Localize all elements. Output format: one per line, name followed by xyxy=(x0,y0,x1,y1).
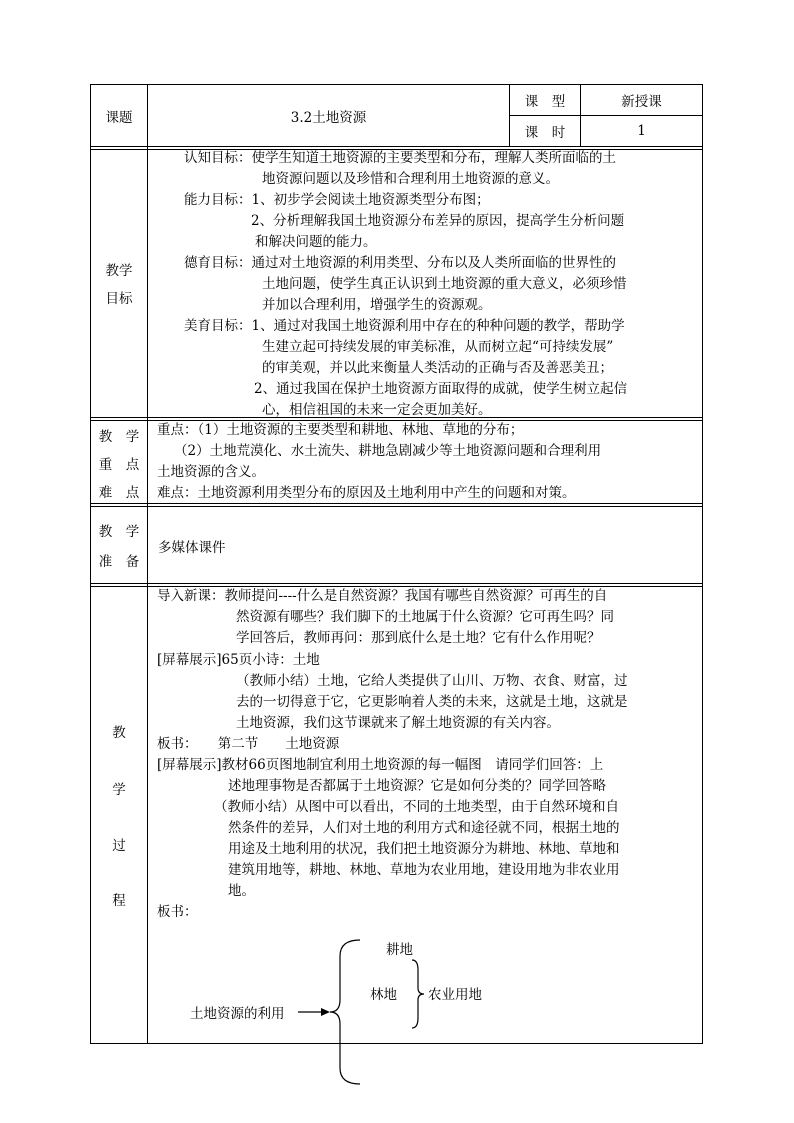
lesson-type-value: 新授课 xyxy=(621,94,662,110)
keypoints-line: 难点：土地资源利用类型分布的原因及土地利用中产生的问题和对策。 xyxy=(157,485,576,501)
diagram-large-brace xyxy=(330,940,360,1084)
objectives-line: 的审美观，并以此来衡量人类活动的正确与否及善恶美丑； xyxy=(262,360,613,376)
row-sep-4a xyxy=(90,583,703,584)
process-line: [屏幕展示]65页小诗：土地 xyxy=(157,652,320,668)
keypoints-line: 土地资源的含义。 xyxy=(157,464,265,480)
process-line: 然条件的差异，人们对土地的利用方式和途径就不同，根据土地的 xyxy=(228,820,620,836)
lesson-type-label: 课 型 xyxy=(524,94,566,110)
prep-label-1: 教 学 xyxy=(98,524,140,540)
diagram-group-agri: 农业用地 xyxy=(428,987,482,1003)
table-border-right xyxy=(702,84,703,1044)
row-sep-3a xyxy=(90,503,703,504)
keypoints-label-2: 重 点 xyxy=(98,457,140,473)
objectives-label-1: 教学 xyxy=(105,263,133,279)
diagram-item-farmland: 耕地 xyxy=(386,942,413,958)
objectives-line: 美育目标：1、通过对我国土地资源利用中存在的种种问题的教学，帮助学 xyxy=(184,318,625,334)
prep-text: 多媒体课件 xyxy=(158,540,226,556)
process-line: （教师小结）土地，它给人类提供了山川、万物、衣食、财富，过 xyxy=(236,673,628,689)
process-label-1: 教 xyxy=(112,725,126,741)
diagram-small-bracket xyxy=(412,960,424,1028)
lesson-hours-value: 1 xyxy=(637,123,646,139)
process-line: 建筑用地等，耕地、林地、草地为农业用地，建设用地为非农业用 xyxy=(228,862,620,878)
prep-label-2: 准 备 xyxy=(98,554,140,570)
objectives-line: 并加以合理利用，增强学生的资源观。 xyxy=(262,297,492,313)
process-label-4: 程 xyxy=(112,893,126,909)
process-line: 述地理事物是否都属于土地资源？它是如何分类的？同学回答略 xyxy=(228,778,606,794)
process-line: 然资源有哪些？我们脚下的土地属于什么资源？它可再生吗？同 xyxy=(236,609,614,625)
objectives-line: 认知目标：使学生知道土地资源的主要类型和分布，理解人类所面临的土 xyxy=(184,150,616,166)
objectives-line: 能力目标：1、初步学会阅读土地资源类型分布图； xyxy=(184,192,490,208)
label-column-divider xyxy=(147,84,148,1044)
topic-label: 课题 xyxy=(105,110,133,126)
diagram-arrowhead xyxy=(321,1008,330,1016)
diagram-root: 土地资源的利用 xyxy=(190,1006,285,1022)
diagram-item-forest: 林地 xyxy=(370,987,397,1003)
objectives-line: 地资源问题以及珍惜和合理利用土地资源的意义。 xyxy=(262,171,559,187)
objectives-line: 土地问题，使学生真正认识到土地资源的重大意义，必须珍惜 xyxy=(262,276,627,292)
keypoints-line: （2）土地荒漠化、水土流失、耕地急剧减少等土地资源问题和合理利用 xyxy=(174,443,602,459)
objectives-line: 和解决问题的能力。 xyxy=(255,234,377,250)
keypoints-label-1: 教 学 xyxy=(98,429,140,445)
lesson-title: 3.2土地资源 xyxy=(290,110,367,126)
objectives-line: 2、分析理解我国土地资源分布差异的原因，提高学生分析问题 xyxy=(251,213,625,229)
blackboard-diagram xyxy=(180,930,520,1090)
process-line: （教师小结）从图中可以看出，不同的土地类型，由于自然环境和自 xyxy=(214,799,619,815)
process-line: 去的一切得意于它，它更影响着人类的未来，这就是土地，这就是 xyxy=(236,694,628,710)
objectives-line: 生建立起可持续发展的审美标准，从而树立起“可持续发展” xyxy=(262,339,614,355)
process-line: 板书： xyxy=(157,904,198,920)
row-sep-3b xyxy=(90,506,703,507)
keypoints-line: 重点：（1）土地资源的主要类型和耕地、林地、草地的分布； xyxy=(157,422,524,438)
process-line: 学回答后，教师再问：那到底什么是土地？它有什么作用呢？ xyxy=(236,630,601,646)
process-line: 土地资源，我们这节课就来了解土地资源的有关内容。 xyxy=(236,715,560,731)
lesson-hours-label: 课 时 xyxy=(524,125,566,141)
objectives-line: 德育目标：通过对土地资源的利用类型、分布以及人类所面临的世界性的 xyxy=(184,255,616,271)
process-line: 用途及土地利用的状况，我们把土地资源分为耕地、林地、草地和 xyxy=(228,841,620,857)
objectives-label-2: 目标 xyxy=(105,291,133,307)
process-line: [屏幕展示]教材66页图地制宜利用土地资源的每一幅图 请同学们回答：上 xyxy=(157,757,604,773)
process-label-3: 过 xyxy=(112,838,126,854)
process-label-2: 学 xyxy=(112,782,126,798)
objectives-line: 2、通过我国在保护土地资源方面取得的成就，使学生树立起信 xyxy=(254,381,628,397)
process-line: 地。 xyxy=(228,883,255,899)
keypoints-label-3: 难 点 xyxy=(98,485,140,501)
objectives-line: 心，相信祖国的未来一定会更加美好。 xyxy=(262,402,492,418)
process-line: 板书： 第二节 土地资源 xyxy=(157,736,340,752)
process-line: 导入新课：教师提问----什么是自然资源？我国有哪些自然资源？可再生的自 xyxy=(157,588,608,604)
